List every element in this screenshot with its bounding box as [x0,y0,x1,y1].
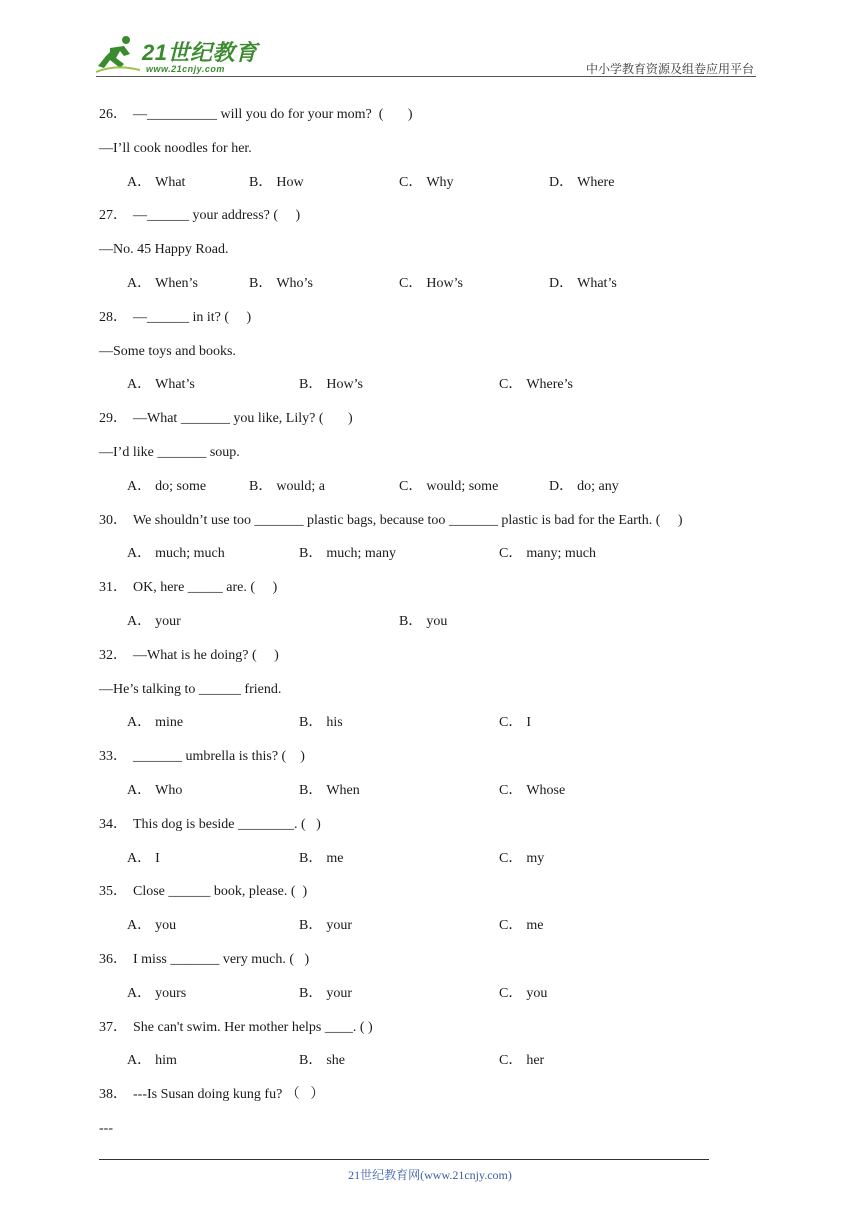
answer-option[interactable] [127,1050,177,1072]
options-row [99,983,759,1017]
answer-option[interactable] [499,915,543,937]
question-reply: —He’s talking to ______ friend. [99,681,282,697]
question-text: ---Is Susan doing kung fu? （ ） [133,1087,325,1103]
option-letter: A． [127,377,152,393]
option-text: your [326,918,353,934]
option-text: your [326,985,353,1001]
option-text: me [526,918,544,934]
option-text: do; some [155,478,207,494]
header-platform-name: 中小学教育资源及组卷应用平台 [585,62,754,76]
option-text: would; some [426,478,499,494]
question-reply: —I’ll cook noodles for her. [99,140,252,156]
option-letter: D． [549,275,574,291]
question-number: 35． [99,884,127,900]
option-text: would; a [276,478,325,494]
question-number: 32． [99,647,127,663]
option-letter: A． [127,546,152,562]
option-text: do; any [577,478,619,494]
option-letter: B． [299,985,323,1001]
option-letter: A． [127,715,152,731]
question-number: 31． [99,580,127,596]
option-letter: C． [499,377,523,393]
question-text: She can't swim. Her mother helps ____. ( ) [133,1019,373,1035]
option-letter: A． [127,782,152,798]
option-text: she [326,1053,346,1069]
question-stem [99,814,759,848]
answer-option[interactable] [399,273,463,295]
option-letter: C． [499,918,523,934]
option-letter: B． [299,377,323,393]
answer-option[interactable] [127,273,198,295]
answer-option[interactable] [127,712,183,734]
answer-option[interactable] [249,273,313,295]
option-text: Where [577,174,615,190]
answer-option[interactable] [399,476,498,498]
answer-option[interactable] [499,848,544,870]
option-letter: C． [499,1053,523,1069]
answer-option[interactable] [127,611,181,633]
answer-option[interactable] [299,780,360,802]
question-text: This dog is beside ________. ( ) [133,816,321,832]
option-letter: B． [299,546,323,562]
question-text: OK, here _____ are. ( ) [133,580,278,596]
question-text: —What is he doing? ( ) [133,647,279,663]
logo-text: 21世纪教育 [142,40,258,65]
option-text: him [155,1053,177,1069]
option-letter: A． [127,275,152,291]
options-row [99,780,759,814]
question-reply: —Some toys and books. [99,343,236,359]
option-text: my [526,850,545,866]
option-letter: A． [127,850,152,866]
option-text: When’s [155,275,198,291]
answer-option[interactable] [127,848,160,870]
question-text: —What _______ you like, Lily? ( ) [133,411,353,427]
option-text: How’s [426,275,463,291]
question-stem [99,307,759,341]
answer-option[interactable] [299,848,343,870]
question-text: I miss _______ very much. ( ) [133,951,310,967]
answer-option[interactable] [499,374,573,396]
option-text: Who’s [276,275,313,291]
option-letter: B． [249,478,273,494]
answer-option[interactable] [499,983,547,1005]
option-letter: C． [499,546,523,562]
options-row [99,476,759,510]
answer-option[interactable] [499,1050,544,1072]
question-number: 28． [99,309,127,325]
option-text: I [526,715,532,731]
option-text: Where’s [526,377,573,393]
answer-option[interactable] [499,780,565,802]
option-text: me [326,850,344,866]
option-letter: C． [499,850,523,866]
options-row [99,374,759,408]
option-text: What’s [155,377,195,393]
question-text: Close ______ book, please. ( ) [133,884,308,900]
option-text: What [155,174,186,190]
answer-option[interactable] [549,273,617,295]
option-text: yours [155,985,187,1001]
option-text: What’s [577,275,617,291]
question-stem [99,1084,759,1118]
question-stem [99,645,759,679]
options-row [99,273,759,307]
option-text: you [155,918,177,934]
option-letter: A． [127,613,152,629]
option-text: Who [155,782,183,798]
answer-option[interactable] [127,172,185,194]
options-row [99,1050,759,1084]
answer-option[interactable] [299,712,343,734]
option-letter: A． [127,918,152,934]
answer-option[interactable] [499,543,596,565]
footer-text: 21世纪教育网(www.21cnjy.com) [348,1168,512,1182]
option-letter: A． [127,985,152,1001]
logo-url: www.21cnjy.com [146,64,225,74]
question-number: 34． [99,816,127,832]
answer-option[interactable] [127,983,186,1005]
option-letter: B． [299,1053,323,1069]
question-number: 37． [99,1019,127,1035]
answer-option[interactable] [299,374,363,396]
question-number: 26． [99,107,127,122]
option-letter: A． [127,174,152,190]
option-text: When [326,782,360,798]
answer-option[interactable] [127,915,176,937]
option-letter: B． [249,174,273,190]
header-divider [96,76,756,77]
footer-divider [99,1159,709,1160]
answer-option[interactable] [127,476,206,498]
option-letter: B． [299,715,323,731]
option-text: his [326,715,343,731]
answer-option[interactable] [249,476,325,498]
question-number: 30． [99,512,127,528]
option-letter: A． [127,1053,152,1069]
option-letter: C． [499,985,523,1001]
question-text: —______ in it? ( ) [133,309,252,325]
option-letter: C． [499,782,523,798]
option-letter: C． [399,174,423,190]
question-number: 33． [99,749,127,765]
answer-option[interactable] [299,1050,345,1072]
question-reply: —I’d like _______ soup. [99,444,240,460]
answer-option[interactable] [249,172,304,194]
option-text: How’s [326,377,363,393]
option-letter: D． [549,174,574,190]
answer-option[interactable] [299,983,352,1005]
option-text: How [276,174,304,190]
answer-option[interactable] [127,374,195,396]
options-row [99,611,759,645]
answer-option[interactable] [549,476,619,498]
page-header [96,30,756,78]
option-letter: B． [399,613,423,629]
answer-option[interactable] [549,172,614,194]
options-row [99,848,759,882]
question-stem [99,949,759,983]
options-row [99,712,759,746]
option-text: I [155,850,160,866]
question-reply: —No. 45 Happy Road. [99,242,229,258]
logo [96,34,266,76]
option-letter: B． [249,275,273,291]
option-letter: D． [549,478,574,494]
question-stem [99,205,759,239]
answer-option[interactable] [127,780,182,802]
option-text: much; many [326,546,396,562]
question-number: 29． [99,411,127,427]
option-letter: B． [299,782,323,798]
option-letter: B． [299,918,323,934]
question-stem [99,408,759,442]
answer-option[interactable] [399,611,447,633]
option-text: mine [155,715,184,731]
question-number: 36． [99,951,127,967]
option-text: Why [426,174,454,190]
option-text: your [155,613,181,629]
option-text: you [426,613,448,629]
question-stem [99,104,759,138]
options-row [99,543,759,577]
question-text: _______ umbrella is this? ( ) [133,749,305,765]
question-text: We shouldn’t use too _______ plastic bags, because too _______ plastic is bad for the Earth. ( ) [133,512,683,528]
option-letter: C． [399,478,423,494]
options-row [99,915,759,949]
answer-option[interactable] [127,543,225,565]
answer-option[interactable] [299,543,396,565]
option-letter: C． [499,715,523,731]
option-text: Whose [526,782,566,798]
question-number: 38． [99,1087,127,1103]
question-number: 27． [99,208,127,224]
running-figure-icon [96,34,140,74]
option-letter: A． [127,478,152,494]
answer-option[interactable] [399,172,454,194]
option-text: you [526,985,548,1001]
question-stem [99,881,759,915]
option-text: her [526,1053,545,1069]
question-stem [99,1017,759,1051]
question-stem [99,746,759,780]
question-stem [99,510,759,544]
options-row [99,172,759,206]
answer-option[interactable] [299,915,352,937]
option-letter: C． [399,275,423,291]
question-text: —__________ will you do for your mom? ( ) [133,107,413,122]
question-text: —______ your address? ( ) [133,208,301,224]
question-reply: --- [99,1120,113,1136]
question-stem [99,577,759,611]
question-list [99,104,759,1152]
option-letter: B． [299,850,323,866]
option-text: many; much [526,546,596,562]
answer-option[interactable] [499,712,531,734]
option-text: much; much [155,546,225,562]
